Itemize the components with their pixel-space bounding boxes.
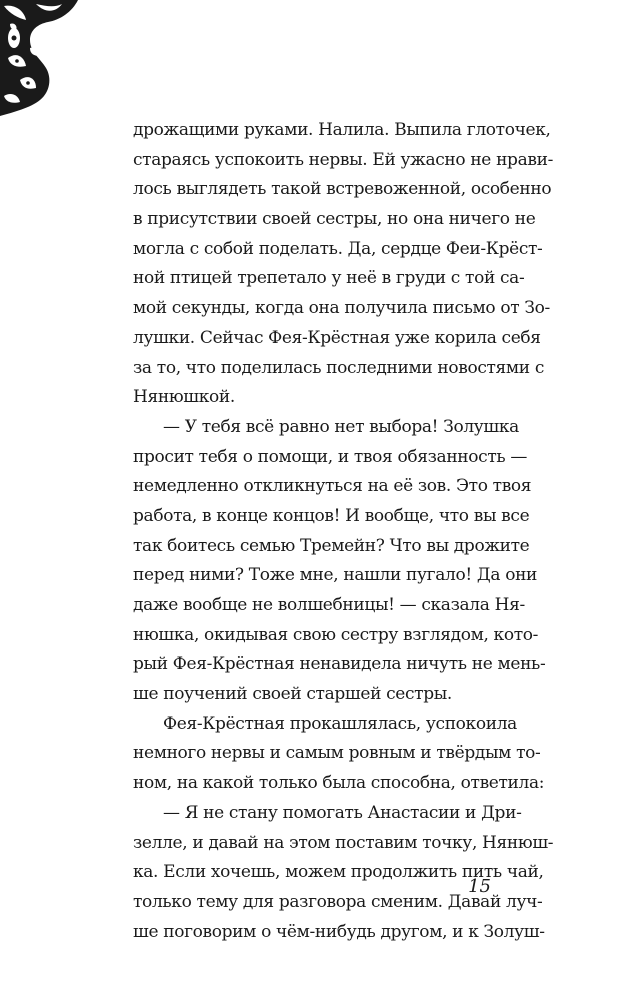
text-line: стараясь успокоить нервы. Ей ужасно не нрави-	[133, 149, 553, 170]
text-line: так боитесь семью Тремейн? Что вы дрожите	[133, 535, 530, 556]
text-line: ной птицей трепетало у неё в груди с той са-	[133, 268, 525, 289]
text-line: просит тебя о помощи, и твоя обязанность —	[133, 446, 527, 467]
text-line: зелле, и давай на этом поставим точку, Нянюш-	[133, 832, 554, 853]
text-line: Нянюшкой.	[133, 387, 235, 408]
text-line: — Я не стану помогать Анастасии и Дри-	[163, 802, 522, 823]
text-line: мой секунды, когда она получила письмо от Зо-	[133, 298, 550, 319]
text-line: — У тебя всё равно нет выбора! Золушка	[163, 416, 519, 437]
text-line: в присутствии своей сестры, но она ничего не	[133, 209, 536, 230]
text-line: могла с собой поделать. Да, сердце Феи-Крёст-	[133, 238, 543, 259]
text-line: ка. Если хочешь, можем продолжить пить чай,	[133, 862, 544, 883]
text-line: ше поговорим о чём-нибудь другом, и к Золуш-	[133, 921, 545, 942]
text-line: лушки. Сейчас Фея-Крёстная уже корила себя	[133, 327, 541, 348]
text-line: немедленно откликнуться на её зов. Это твоя	[133, 476, 532, 497]
text-line: ном, на какой только была способна, ответила:	[133, 773, 545, 794]
text-line: Фея-Крёстная прокашлялась, успокоила	[163, 713, 517, 734]
page-number: 15	[468, 876, 491, 897]
text-line: перед ними? Тоже мне, нашли пугало! Да они	[133, 565, 538, 586]
text-line: рый Фея-Крёстная ненавидела ничуть не мень-	[133, 654, 546, 675]
text-line: ше поучений своей старшей сестры.	[133, 684, 452, 705]
text-line: только тему для разговора сменим. Давай луч-	[133, 891, 543, 912]
text-line: работа, в конце концов! И вообще, что вы все	[133, 505, 530, 526]
text-line: даже вообще не волшебницы! — сказала Ня-	[133, 595, 525, 615]
text-line: дрожащими руками. Налила. Выпила глоточек,	[133, 120, 551, 140]
body-text	[133, 116, 554, 947]
text-line: нюшка, окидывая свою сестру взглядом, кото-	[133, 624, 539, 645]
floral-ornament-icon	[0, 0, 100, 118]
text-line: за то, что поделилась последними новостями с	[133, 357, 545, 378]
text-line: лось выглядеть такой встревоженной, особенно	[133, 179, 552, 200]
text-line: немного нервы и самым ровным и твёрдым то-	[133, 743, 541, 764]
